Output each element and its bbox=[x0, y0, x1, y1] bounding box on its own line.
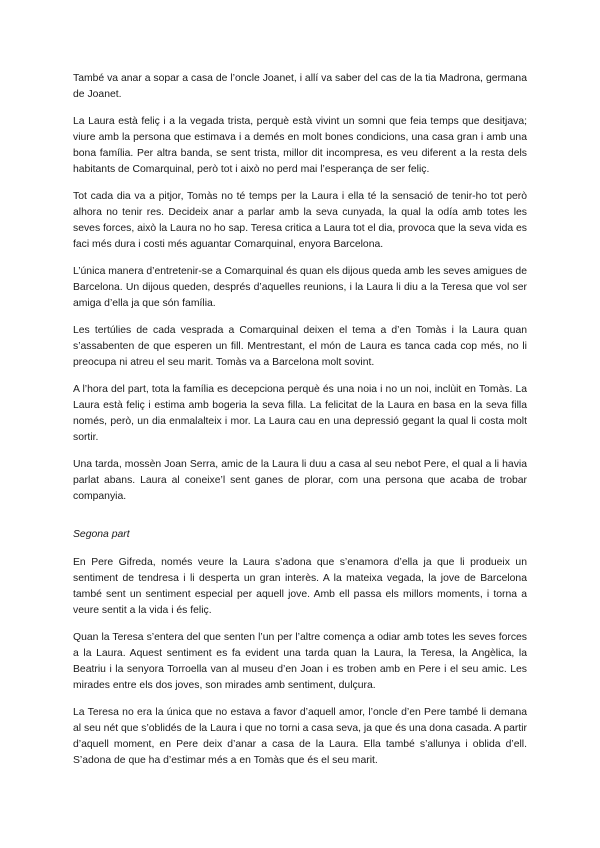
paragraph: També va anar a sopar a casa de l’oncle Joanet, i allí va saber del cas de la tia Madrona, germana de Joanet. bbox=[73, 73, 527, 100]
paragraph: La Laura està feliç i a la vegada trista, perquè està vivint un somni que feia temps que desitjava; viure amb la persona que estimava i a demés en molt bones condicions, una casa gran i amb una bona família. Per altra banda, se sent trista, millor dit incompresa, es veu diferent a la resta dels habitants de Comarquinal, però tot i això no perd mai l’esperança de ser feliç. bbox=[73, 116, 527, 175]
paragraph: Una tarda, mossèn Joan Serra, amic de la Laura li duu a casa al seu nebot Pere, el qual a li havia parlat abans. Laura al coneixe’l sent ganes de plorar, com una persona que acaba de trobar companyia. bbox=[73, 459, 527, 502]
document-body bbox=[73, 71, 527, 780]
paragraph: En Pere Gifreda, només veure la Laura s’adona que s’enamora d’ella ja que li produeix un sentiment de tendresa i li desperta un gran interès. A la mateixa vegada, la jove de Barcelona també sent un sentiment especial per aquell jove. Amb ell passa els millors moments, i torna a veure sentit a la vida i és feliç. bbox=[73, 557, 527, 616]
paragraph: Les tertúlies de cada vesprada a Comarquinal deixen el tema a d’en Tomàs i la Laura quan s’assabenten de que esperen un fill. Mentrestant, el món de Laura es tanca cada cop més, no li preocupa ni atreu el seu marit. Tomàs va a Barcelona molt sovint. bbox=[73, 325, 527, 368]
section-heading: Segona part bbox=[73, 529, 130, 540]
paragraph: Quan la Teresa s’entera del que senten l’un per l’altre comença a odiar amb totes les seves forces a la Laura. Aquest sentiment es fa evident una tarda quan la Laura, la Teresa, la Angèlica, la Beatriu i la senyora Torroella van al museu d’en Joan i es troben amb en Pere i el seu amic. Les mirades entre els dos joves, son mirades amb sentiment, dulçura. bbox=[73, 632, 527, 691]
paragraph: A l’hora del part, tota la família es decepciona perquè és una noia i no un noi, inclùit en Tomàs. La Laura està feliç i estima amb bogeria la seva filla. La felicitat de la Laura en basa en la seva filla només, però, un dia enmalalteix i mor. La Laura cau en una depressió gegant la qual li costa molt sortir. bbox=[73, 384, 527, 443]
paragraph: Tot cada dia va a pitjor, Tomàs no té temps per la Laura i ella té la sensació de tenir-ho tot però alhora no tenir res. Decideix anar a parlar amb la seva cunyada, la qual la odía amb totes les seves forces, això la Laura no ho sap. Teresa critica a Laura tot el dia, provoca que la seva vida es faci més dura i costi més aguantar Comarquinal, enyora Barcelona. bbox=[73, 191, 527, 250]
paragraph: La Teresa no era la única que no estava a favor d’aquell amor, l’oncle d’en Pere també li demana al seu nét que s’oblidés de la Laura i que no torni a casa seva, ja que és una dona casada. A partir d’aquell moment, en Pere deix d’anar a casa de la Laura. Ella també s’allunya i oblida d’ell. S’adona de que ha d’estimar més a en Tomàs que és el seu marit. bbox=[73, 707, 527, 766]
paragraph: L’única manera d’entretenir-se a Comarquinal és quan els dijous queda amb les seves amigues de Barcelona. Un dijous queden, després d’aquelles reunions, i la Laura li diu a la Teresa que vol ser amiga d’ella ja que són família. bbox=[73, 266, 527, 309]
